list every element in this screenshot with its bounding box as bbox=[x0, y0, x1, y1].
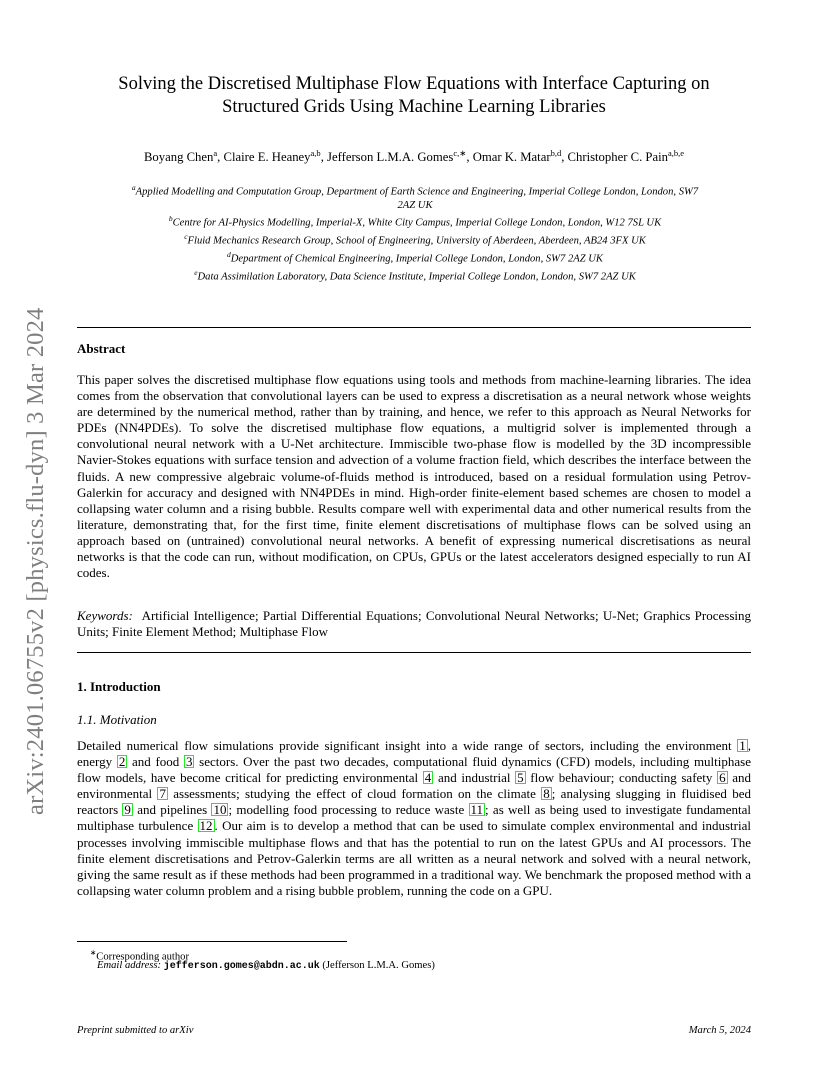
intro-text: Detailed numerical flow simulations provide significant insight into a wide range of sectors, including the environment bbox=[77, 738, 738, 753]
intro-text: and food bbox=[127, 754, 184, 770]
author-name: Omar K. Matar bbox=[472, 150, 551, 165]
footer-date: March 5, 2024 bbox=[688, 1025, 751, 1036]
author-name: Boyang Chen bbox=[143, 150, 214, 165]
abstract-heading: Abstract bbox=[77, 341, 126, 356]
citation-link[interactable]: 4 bbox=[424, 770, 432, 786]
email-label: Email address: bbox=[97, 960, 162, 971]
footnote-mark: ∗ bbox=[90, 948, 97, 957]
intro-text: , energy bbox=[77, 738, 751, 770]
affiliation-text: Applied Modelling and Computation Group, Department of Earth Science and Engineering, Imperial College London, London, SW7 bbox=[135, 186, 699, 198]
author-affiliation-mark: c,∗ bbox=[453, 148, 467, 158]
author-name: Jefferson L.M.A. Gomes bbox=[327, 150, 454, 165]
intro-text: and industrial bbox=[433, 770, 516, 786]
affiliation-b bbox=[78, 212, 752, 230]
affiliation-text: Department of Chemical Engineering, Imperial College London, London, SW7 2AZ UK bbox=[230, 253, 603, 265]
affiliation-e bbox=[78, 266, 752, 284]
intro-text: ; modelling food processing to reduce waste bbox=[228, 802, 469, 818]
citation-link[interactable]: 1 bbox=[739, 738, 746, 753]
intro-text: and pipelines bbox=[132, 802, 212, 818]
arxiv-identifier-stamp: arXiv:2401.06755v2 [physics.flu-dyn] 3 Mar 2024 bbox=[22, 307, 49, 815]
keywords-text: Artificial Intelligence; Partial Differential Equations; Convolutional Neural Networks; U-Net; Graphics Processing Units; Finite Element Method; Multiphase Flow bbox=[77, 608, 751, 640]
intro-text: ; analysing slugging in fluidised bed reactors bbox=[77, 786, 751, 818]
intro-text: and environmental bbox=[77, 770, 751, 802]
section-heading-introduction: 1. Introduction bbox=[77, 679, 161, 694]
title-line-2: Structured Grids Using Machine Learning Libraries bbox=[222, 97, 606, 117]
author-affiliation-mark: a,b bbox=[310, 148, 321, 158]
citation-link[interactable]: 9 bbox=[124, 802, 131, 818]
citation-link[interactable]: 3 bbox=[185, 754, 193, 770]
author-affiliation-mark: b,d bbox=[550, 148, 562, 158]
author-name: Claire E. Heaney bbox=[223, 150, 311, 165]
intro-text: sectors. Over the past two decades, computational fluid dynamics (CFD) models, including multiphase flow models, have become critical for predicting environmental bbox=[77, 754, 751, 786]
footnote-rule bbox=[77, 941, 347, 942]
email-link[interactable]: jefferson.gomes@abdn.ac.uk bbox=[163, 961, 320, 972]
intro-text: ; as well as being used to investigate fundamental multiphase turbulence bbox=[77, 802, 752, 834]
affiliation-mark: a bbox=[131, 183, 136, 192]
introduction-paragraph bbox=[77, 738, 751, 899]
intro-text: . Our aim is to develop a method that can be used to simulate complex environmental and industrial processes involving immiscible multiphase flows and that has the potential to run on the latest GPUs and AI processors. The finite element discretisations and Petrov-Galerkin terms are all written as a neural network and solved with a neural network, giving the same result as if these methods had been programmed in a traditional way. We benchmark the proposed method with a collapsing water column problem and a rising bubble problem, running the code on a GPU. bbox=[77, 818, 751, 898]
affiliation-c bbox=[78, 230, 752, 248]
abstract-top-rule bbox=[77, 327, 751, 328]
footer-preprint-note: Preprint submitted to arXiv bbox=[77, 1025, 194, 1036]
affiliation-d bbox=[78, 248, 752, 266]
affiliation-mark: b bbox=[168, 214, 173, 223]
intro-text: flow behaviour; conducting safety bbox=[525, 770, 718, 786]
author-name: Christopher C. Pain bbox=[567, 150, 668, 165]
abstract-bottom-rule bbox=[77, 652, 751, 653]
title-line-1: Solving the Discretised Multiphase Flow Equations with Interface Capturing on bbox=[118, 74, 710, 94]
abstract-body: This paper solves the discretised multiphase flow equations using tools and methods from machine-learning libraries. The idea comes from the observation that convolutional layers can be used to express a discretisation as a neural network whose weights are determined by the numerical method, rather than by training, and hence, we refer to this approach as Neural Networks for PDEs (NN4PDEs). To solve the discretised multiphase flow equations, a multigrid solver is implemented through a convolutional neural network with a U-Net architecture. Immiscible two-phase flow is modelled by the 3D incompressible Navier-Stokes equations with surface tension and advection of a volume fraction field, which describes the interface between the fluids. A new compressive algebraic volume-of-fluids method is introduced, based on a residual formulation using Petrov-Galerkin for accuracy and designed with NN4PDEs in mind. High-order finite-element based schemes are chosen to model a collapsing water column and a rising bubble. Results compare well with experimental data and other numerical results from the literature, demonstrating that, for the first time, finite element discretisations of multiphase flows can be solved using an approach based on (untrained) convolutional neural networks. A benefit of expressing numerical discretisations as neural networks is that the code can run, without modification, on CPUs, GPUs or the latest accelerators designed especially to run AI codes. bbox=[77, 372, 751, 581]
citation-link[interactable]: 10 bbox=[213, 802, 227, 818]
affiliation-text: Fluid Mechanics Research Group, School of Engineering, University of Aberdeen, Aberdeen, AB24 3FX UK bbox=[187, 235, 646, 247]
citation-link[interactable]: 7 bbox=[159, 786, 166, 802]
citation-link[interactable]: 8 bbox=[543, 786, 550, 802]
intro-text: assessments; studying the effect of cloud formation on the climate bbox=[167, 786, 542, 802]
citation-link[interactable]: 2 bbox=[118, 754, 126, 770]
citation-link[interactable]: 11 bbox=[470, 802, 484, 818]
keywords bbox=[77, 608, 751, 640]
affiliation-a bbox=[78, 181, 752, 213]
affiliation-text: Centre for AI-Physics Modelling, Imperial-X, White City Campus, Imperial College London, London, W12 7SL UK bbox=[172, 217, 662, 229]
affiliation-text-cont: 2AZ UK bbox=[397, 200, 433, 212]
author-list: Boyang Chen$^a$, Claire E. Heaney$^{a,b}$, Jefferson L.M.A. Gomes$^{c,∗}$, Omar K. Matar$^{b,d}$, Christopher C. Pain$^{a,b,e}$ bbox=[143, 148, 685, 165]
citation-link[interactable]: 5 bbox=[517, 770, 524, 786]
email-owner: (Jefferson L.M.A. Gomes) bbox=[322, 960, 435, 971]
affiliation-mark: e bbox=[194, 268, 198, 277]
citation-link[interactable]: 6 bbox=[719, 770, 726, 786]
citation-link[interactable]: 12 bbox=[199, 818, 213, 834]
keywords-label: Keywords: bbox=[77, 608, 133, 623]
author-affiliation-mark: a,b,e bbox=[667, 148, 685, 158]
footnote-text: Corresponding author bbox=[96, 951, 189, 963]
email-line bbox=[97, 960, 435, 972]
affiliation-mark: d bbox=[227, 250, 231, 259]
author-affiliation-mark: a bbox=[213, 148, 218, 158]
subsection-heading-motivation: 1.1. Motivation bbox=[77, 712, 157, 727]
paper-title bbox=[60, 73, 768, 119]
affiliation-mark: c bbox=[184, 232, 188, 241]
affiliation-text: Data Assimilation Laboratory, Data Science Institute, Imperial College London, London, SW7 2AZ UK bbox=[197, 271, 636, 283]
